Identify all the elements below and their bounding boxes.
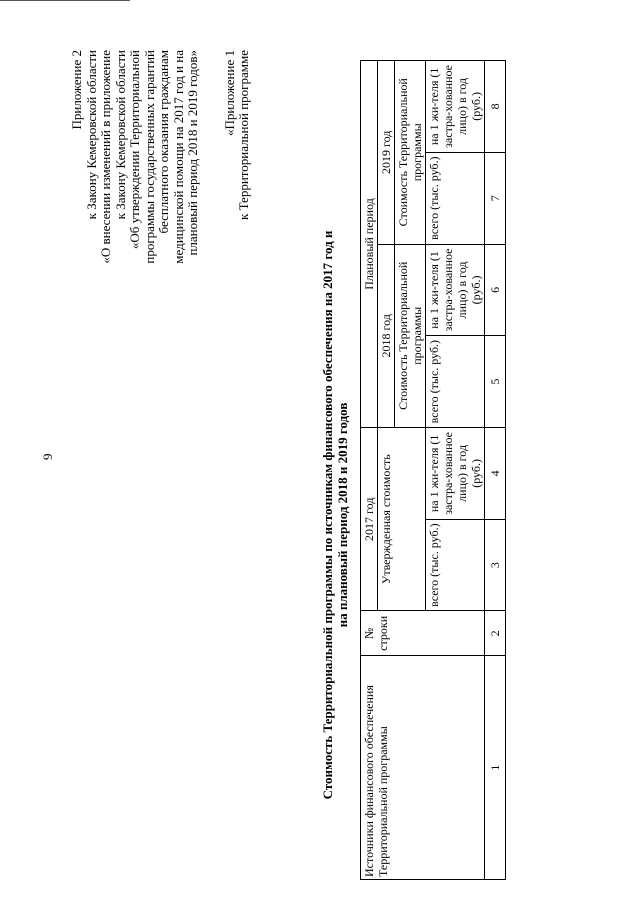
annex-line: медицинской помощи на 2017 год и на xyxy=(170,50,186,264)
page-number: 9 xyxy=(40,453,55,460)
annex-block xyxy=(70,50,252,350)
column-number: 5 xyxy=(485,336,506,428)
annex-line: «Об утверждении Территориальной xyxy=(127,50,142,250)
column-number: 4 xyxy=(485,428,506,520)
header-per-capita-2017: на 1 жи-теля (1 застра-хованное лицо) в год (руб.) xyxy=(426,428,485,520)
header-per-capita-2018: на 1 жи-теля (1 застра-хованное лицо) в год (руб.) xyxy=(426,244,485,336)
header-total-2019: всего (тыс. руб.) xyxy=(426,152,485,244)
header-program-cost-2019: Стоимость Территориальной программы xyxy=(395,61,426,245)
column-number: 1 xyxy=(485,656,506,880)
header-program-cost-2018: Стоимость Территориальной программы xyxy=(395,244,426,427)
title-line-2: на плановый период 2018 и 2019 годов xyxy=(335,402,350,628)
header-2017: 2017 год xyxy=(361,428,378,611)
table-title xyxy=(320,185,350,845)
header-total-2017: всего (тыс. руб.) xyxy=(426,519,485,611)
column-number-row xyxy=(485,61,506,880)
header-planned: Плановый период xyxy=(361,61,378,428)
column-number: 6 xyxy=(485,244,506,336)
annex-line: к Закону Кемеровской области xyxy=(112,50,128,220)
header-source: Источники финансового обеспечения Территориальной программы xyxy=(361,656,485,880)
annex-sub-line: «Приложение 1 xyxy=(221,50,237,137)
column-number: 7 xyxy=(485,152,506,244)
column-number: 3 xyxy=(485,519,506,611)
annex-line: плановый период 2018 и 2019 годов» xyxy=(185,50,200,256)
header-per-capita-2019: на 1 жи-теля (1 застра-хованное лицо) в год (руб.) xyxy=(426,61,485,153)
annex-line: Приложение 2 xyxy=(69,50,84,130)
title-line-1: Стоимость Территориальной программы по источникам финансового обеспечения на 2017 год и xyxy=(320,230,335,800)
header-2018: 2018 год xyxy=(378,244,395,427)
annex-sub-line: к Территориальной программе xyxy=(236,50,251,220)
header-total-2018: всего (тыс. руб.) xyxy=(426,336,485,428)
column-number: 8 xyxy=(485,61,506,153)
annex-line: к Закону Кемеровской области xyxy=(83,50,99,220)
column-number: 2 xyxy=(485,611,506,656)
header-row-no: № строки xyxy=(361,611,485,656)
header-approved-cost: Утвержденная стоимость xyxy=(378,428,426,611)
annex-line: программы государственных гарантий xyxy=(141,50,157,264)
header-row-1 xyxy=(361,61,378,880)
annex-line: бесплатного оказания гражданам xyxy=(156,50,171,234)
annex-line: «О внесении изменений в приложение xyxy=(98,50,113,264)
header-2019: 2019 год xyxy=(378,61,395,245)
cost-table xyxy=(360,60,506,880)
